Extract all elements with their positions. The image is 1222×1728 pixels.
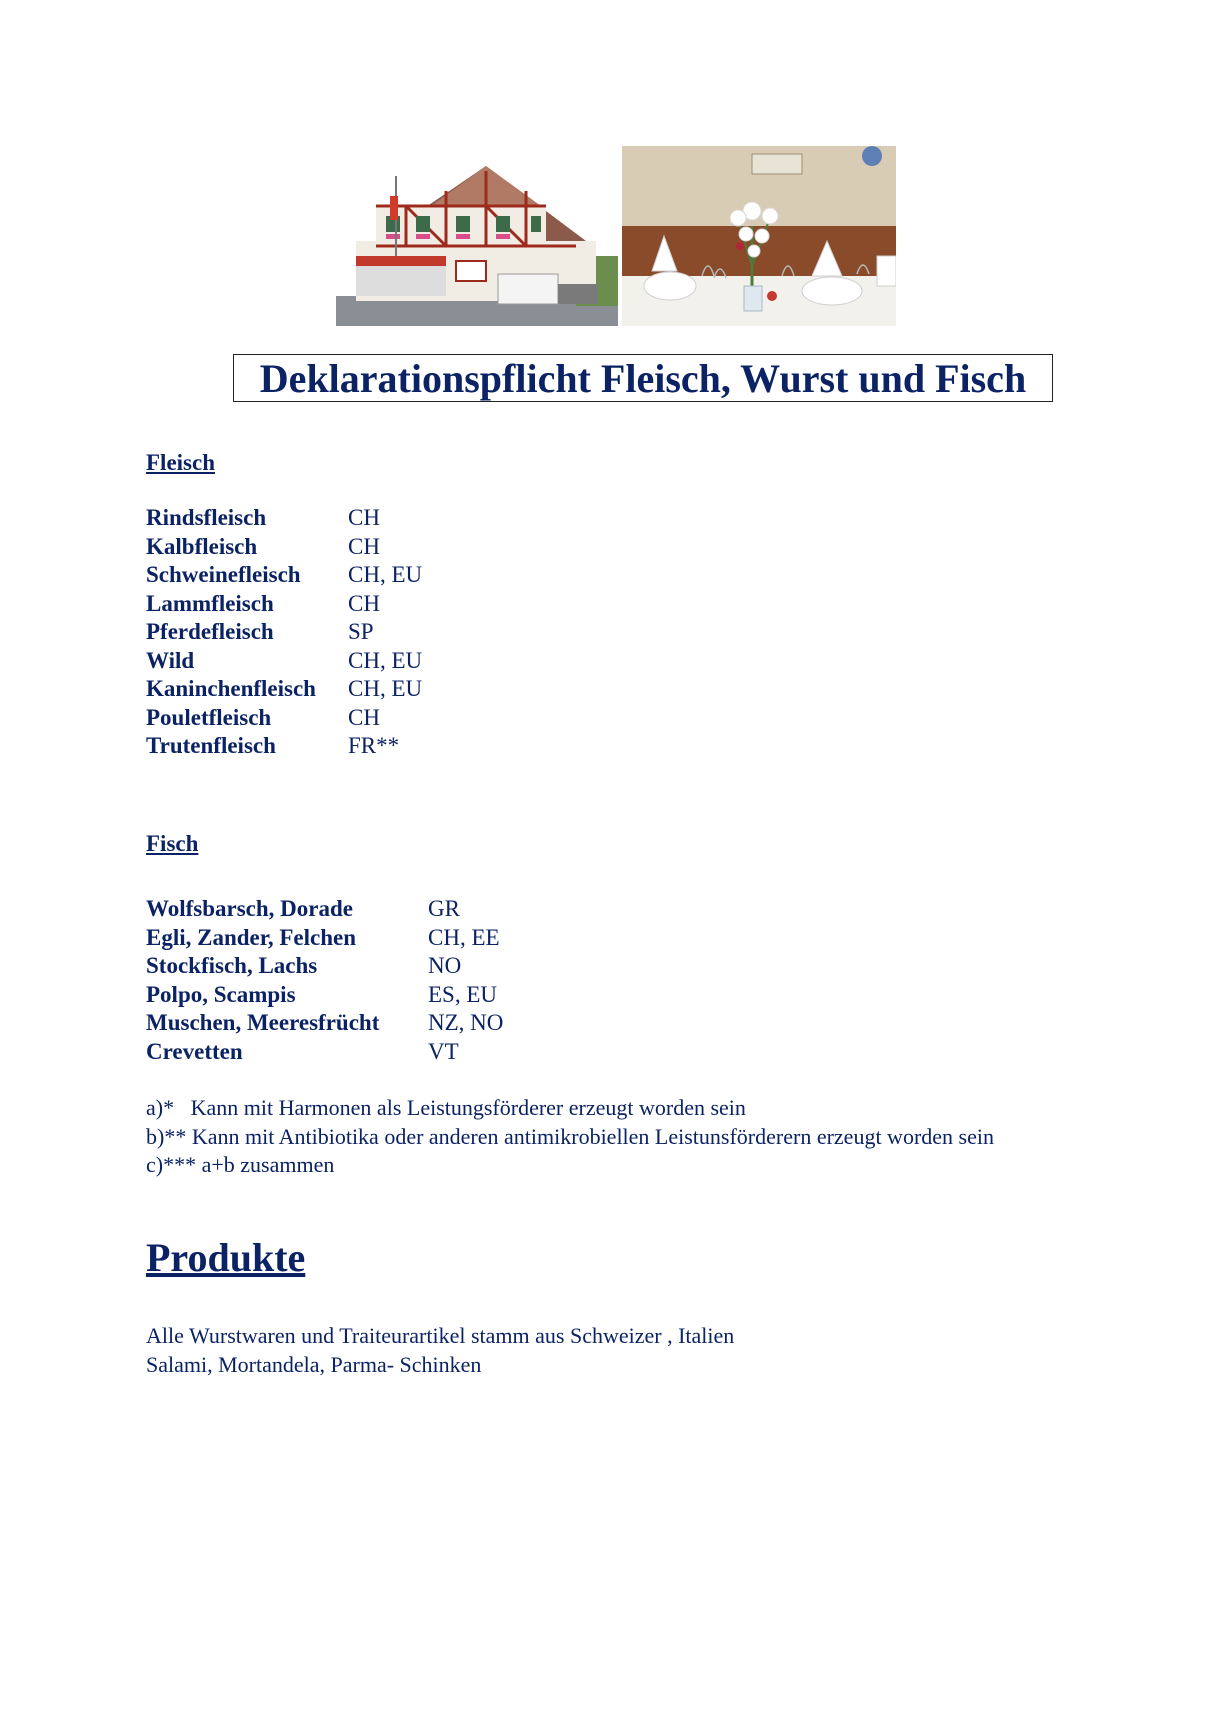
fish-heading: Fisch bbox=[146, 831, 199, 856]
list-item bbox=[146, 732, 400, 761]
list-item bbox=[146, 952, 462, 981]
meat-heading: Fleisch bbox=[146, 450, 215, 475]
list-item bbox=[146, 924, 500, 953]
header-photos bbox=[336, 146, 896, 326]
footnotes bbox=[146, 1094, 1066, 1180]
item-origin: NO bbox=[428, 953, 462, 978]
item-name: Schweinefleisch bbox=[146, 562, 301, 587]
item-origin: CH, EU bbox=[348, 562, 423, 587]
item-name: Lammfleisch bbox=[146, 590, 274, 616]
item-origin: NZ, NO bbox=[428, 1010, 504, 1035]
item-origin: VT bbox=[428, 1038, 459, 1064]
item-origin: CH bbox=[348, 505, 380, 530]
page-title: Deklarationspflicht Fleisch, Wurst und Fisch bbox=[259, 355, 1027, 401]
item-origin: CH, EE bbox=[428, 924, 500, 950]
item-origin: GR bbox=[428, 896, 460, 921]
item-name: Muschen, Meeresfrücht bbox=[146, 1010, 380, 1035]
item-origin: ES, EU bbox=[428, 981, 497, 1007]
list-item bbox=[146, 647, 423, 676]
item-origin: CH, EU bbox=[348, 647, 423, 673]
item-name: Pferdefleisch bbox=[146, 619, 274, 644]
list-item bbox=[146, 618, 374, 647]
item-name: Pouletfleisch bbox=[146, 704, 272, 730]
dining-table-photo bbox=[622, 146, 896, 326]
title-box bbox=[233, 354, 1053, 402]
item-origin: CH bbox=[348, 704, 380, 730]
list-item bbox=[146, 704, 380, 733]
meat-list bbox=[146, 504, 423, 761]
item-origin: CH bbox=[348, 590, 380, 616]
products-line-2: Salami, Mortandela, Parma- Schinken bbox=[146, 1351, 482, 1377]
footnote-b: b)** Kann mit Antibiotika oder anderen antimikrobiellen Leistunsförderern erzeugt worden sein bbox=[146, 1123, 994, 1149]
list-item bbox=[146, 504, 380, 533]
products-line-1: Alle Wurstwaren und Traiteurartikel stamm aus Schweizer , Italien bbox=[146, 1323, 735, 1348]
list-item bbox=[146, 895, 460, 924]
list-item bbox=[146, 533, 380, 562]
item-name: Crevetten bbox=[146, 1038, 243, 1064]
list-item bbox=[146, 675, 423, 704]
item-origin: CH bbox=[348, 533, 380, 559]
products-text bbox=[146, 1322, 734, 1379]
products-heading: Produkte bbox=[146, 1235, 306, 1280]
footnote-c: c)*** a+b zusammen bbox=[146, 1152, 335, 1177]
item-name: Stockfisch, Lachs bbox=[146, 953, 318, 978]
item-name: Polpo, Scampis bbox=[146, 981, 296, 1007]
item-name: Trutenfleisch bbox=[146, 733, 276, 758]
item-name: Egli, Zander, Felchen bbox=[146, 924, 356, 950]
restaurant-building-photo bbox=[336, 146, 618, 326]
item-name: Kalbfleisch bbox=[146, 533, 258, 559]
list-item bbox=[146, 561, 423, 590]
item-name: Wild bbox=[146, 647, 195, 673]
footnote-a: a)* Kann mit Harmonen als Leistungsförderer erzeugt worden sein bbox=[146, 1095, 746, 1120]
list-item bbox=[146, 1038, 459, 1067]
list-item bbox=[146, 981, 497, 1010]
item-origin: SP bbox=[348, 619, 374, 644]
item-name: Rindsfleisch bbox=[146, 505, 267, 530]
list-item bbox=[146, 590, 380, 619]
item-origin: FR** bbox=[348, 733, 400, 758]
item-name: Kaninchenfleisch bbox=[146, 676, 316, 701]
item-origin: CH, EU bbox=[348, 676, 423, 701]
item-name: Wolfsbarsch, Dorade bbox=[146, 896, 353, 921]
list-item bbox=[146, 1009, 504, 1038]
fish-list bbox=[146, 895, 504, 1066]
